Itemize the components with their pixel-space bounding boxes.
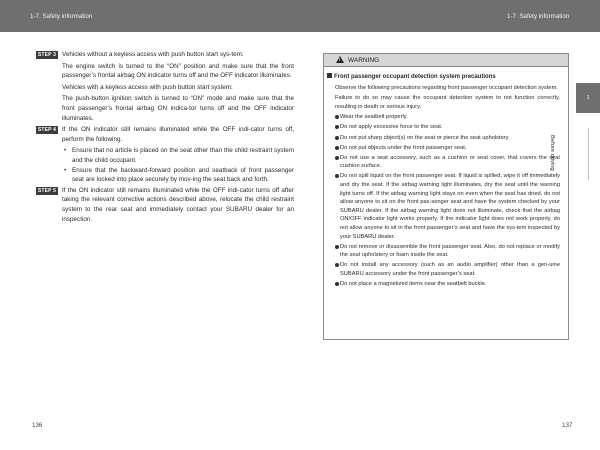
step-4	[36, 125, 294, 185]
step-text: Vehicles without a keyless access with push button start sys-tem:	[62, 51, 244, 58]
step-badge: STEP 3	[37, 52, 57, 58]
step-text: The push-button ignition switch is turned to “ON” mode and make sure that the front passenger’s frontal airbag ON indica-tor turns off and the OFF indicator illuminates.	[62, 95, 294, 122]
header-title-right: 1-7. Safety information	[507, 13, 570, 20]
step-text: The engine switch is turned to the “ON” position and make sure that the front passenger’s frontal airbag ON indicator turns off and the OFF indicator illuminates.	[62, 62, 294, 80]
step-5	[36, 186, 294, 224]
warning-item: Do not apply excessive force to the seat.	[327, 123, 560, 132]
warning-intro: Failure to do so may cause the occupant detection system to not function correctly, resulting in death or serious injury.	[335, 95, 560, 110]
step-bullet: • Ensure that the backward-forward position and seatback of front passenger seat are locked into place securely by mov-ing the seat back and forth.	[62, 166, 294, 185]
warning-item: Do not put objects under the front passenger seat.	[327, 144, 560, 153]
step-badge: STEP 5	[37, 187, 57, 194]
header-title-left: 1-7. Safety information	[30, 13, 93, 20]
left-column	[36, 50, 294, 226]
warning-triangle-icon: !	[336, 56, 344, 63]
warning-item: Wear the seatbelt properly.	[327, 113, 560, 122]
page-number-right: 137	[562, 422, 573, 429]
chapter-tab[interactable]: 1	[576, 83, 600, 113]
warning-item: Do not spill liquid on the front passenger seat. If liquid is spilled, wipe it off immediately and dry the seat. If the airbag warning light illuminates, dry the seat until the warning light turns off. If the airbag warning light stays on even when the seat has dried, do not allow anyone to sit on the front pas-senger seat and have the system checked by your SUBARU dealer. If the airbag warning light does not illuminate, check that the airbag ON/OFF indicator light works properly. If the indicator light does not work properly, do not allow anyone to sit in the front passenger’s seat and have the sys-tem inspected by your SUBARU dealer.	[327, 172, 560, 241]
warning-intro: Observe the following precautions regarding front passenger occupant detection system.	[335, 84, 558, 91]
warning-item: Do not place a magnetized items near the seatbelt buckle.	[327, 280, 560, 289]
chapter-label: Before driving	[549, 135, 555, 171]
step-text: If the ON indicator still remains illuminated while the OFF indi-cator turns off after taking the relevant corrective actions described above, relocate the child restraint system to the rear seat and immediately contact your SUBARU dealer for an inspection.	[62, 186, 294, 223]
warning-body	[324, 67, 568, 289]
step-text: Vehicles with a keyless access with push button start system:	[62, 83, 233, 91]
warning-title: WARNING	[348, 57, 380, 64]
square-bullet-icon	[327, 73, 332, 78]
warning-item: Do not install any accessory (such as an audio amplifier) other than a gen-uine SUBARU accessory under the front passenger’s seat.	[327, 261, 560, 278]
warning-item: Do not remove or disassemble the front passenger seat. Also, do not replace or modify the seat upholstery or foam inside the seat.	[327, 243, 560, 260]
step-badge: STEP 4	[37, 127, 57, 134]
warning-box	[323, 53, 569, 340]
page-number-left: 136	[32, 422, 43, 429]
warning-item: Do not use a seat accessory, such as a cushion or seat cover, that covers the seat cushion surface.	[327, 154, 560, 171]
step-text: If the ON indicator still remains illuminated while the OFF indi-cator turns off, perform the following.	[62, 126, 294, 143]
step-3	[36, 50, 294, 123]
page-header-bar	[0, 0, 600, 32]
step-bullet: • Ensure that no article is placed on the seat other than the child restraint system and the child occupant.	[62, 146, 294, 165]
side-divider	[588, 128, 589, 180]
warning-section-title: Front passenger occupant detection system precautions	[327, 73, 560, 82]
warning-header	[324, 54, 568, 67]
warning-item: Do not put sharp object(s) on the seat or pierce the seat upholstery.	[327, 134, 560, 143]
